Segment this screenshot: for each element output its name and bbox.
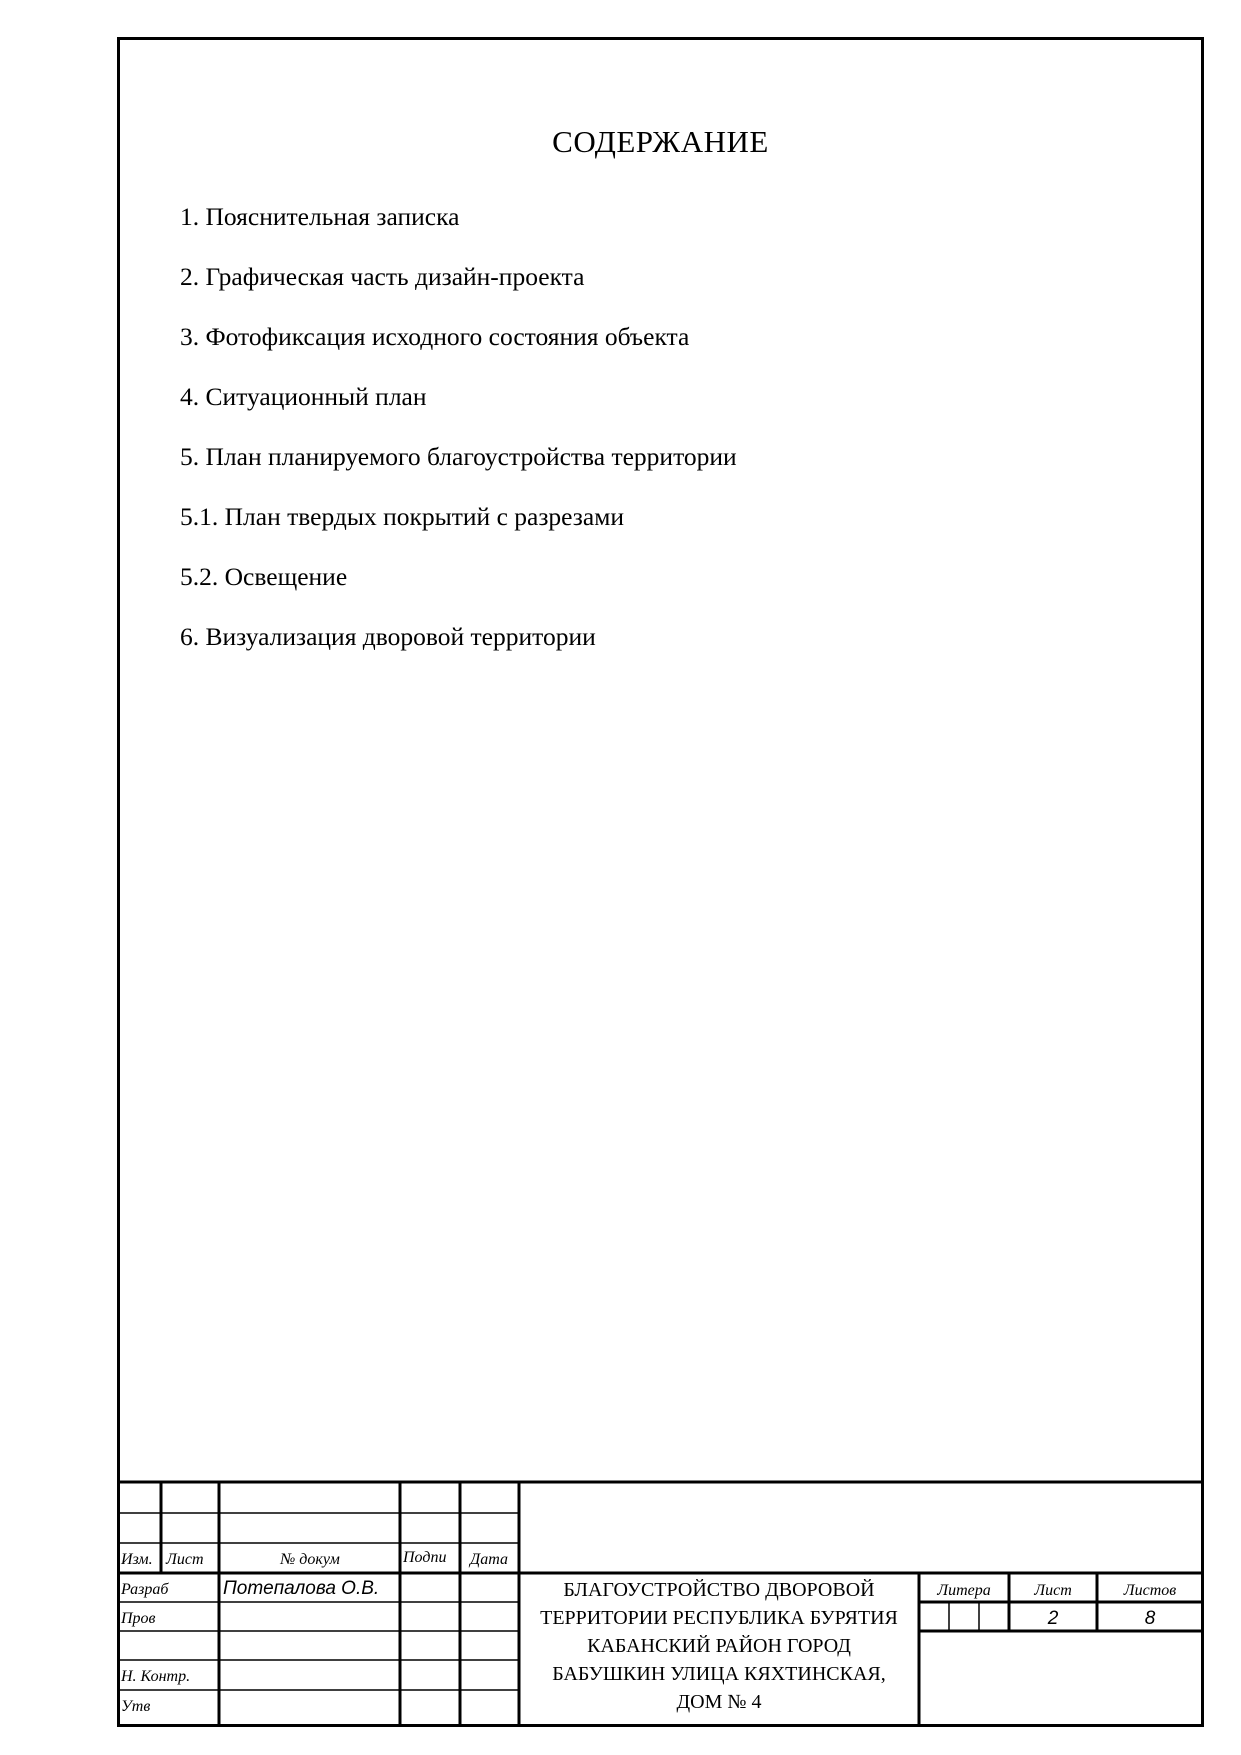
role-norm-control: Н. Контр. [121, 1668, 191, 1685]
toc-item: 3. Фотофиксация исходного состояния объекта [180, 322, 690, 351]
header-izm: Изм. [121, 1551, 153, 1568]
role-checker: Пров [121, 1610, 156, 1627]
project-title-line: БЛАГОУСТРОЙСТВО ДВОРОВОЙ [563, 1579, 875, 1601]
role-approved: Утв [121, 1698, 151, 1715]
page-title: СОДЕРЖАНИЕ [552, 124, 769, 159]
developer-name: Потепалова О.В. [223, 1578, 380, 1599]
header-doc-no: № докум [280, 1551, 340, 1568]
sheets-total: 8 [1144, 1608, 1156, 1629]
header-sign: Подпи [403, 1549, 447, 1566]
sheet-number: 2 [1047, 1608, 1059, 1629]
toc-item: 6. Визуализация дворовой территории [180, 622, 596, 651]
header-date: Дата [470, 1551, 508, 1568]
toc-item: 5.1. План твердых покрытий с разрезами [180, 502, 624, 531]
toc-item: 5.2. Освещение [180, 562, 348, 591]
sheet-header-sheet: Лист [1034, 1582, 1072, 1599]
sheet-header-litera: Литера [937, 1582, 991, 1599]
sheet-header-sheets: Листов [1123, 1582, 1177, 1599]
project-title-line: ДОМ № 4 [676, 1691, 762, 1713]
toc-item: 2. Графическая часть дизайн-проекта [180, 262, 585, 291]
toc-item: 4. Ситуационный план [180, 382, 427, 411]
project-title-line: КАБАНСКИЙ РАЙОН ГОРОД [587, 1635, 851, 1657]
role-developer: Разраб [121, 1581, 169, 1598]
header-list: Лист [166, 1551, 204, 1568]
project-title-line: ТЕРРИТОРИИ РЕСПУБЛИКА БУРЯТИЯ [540, 1607, 898, 1629]
project-title-line: БАБУШКИН УЛИЦА КЯХТИНСКАЯ, [552, 1663, 886, 1685]
toc-item: 5. План планируемого благоустройства территории [180, 442, 737, 471]
toc-item: 1. Пояснительная записка [180, 202, 460, 231]
